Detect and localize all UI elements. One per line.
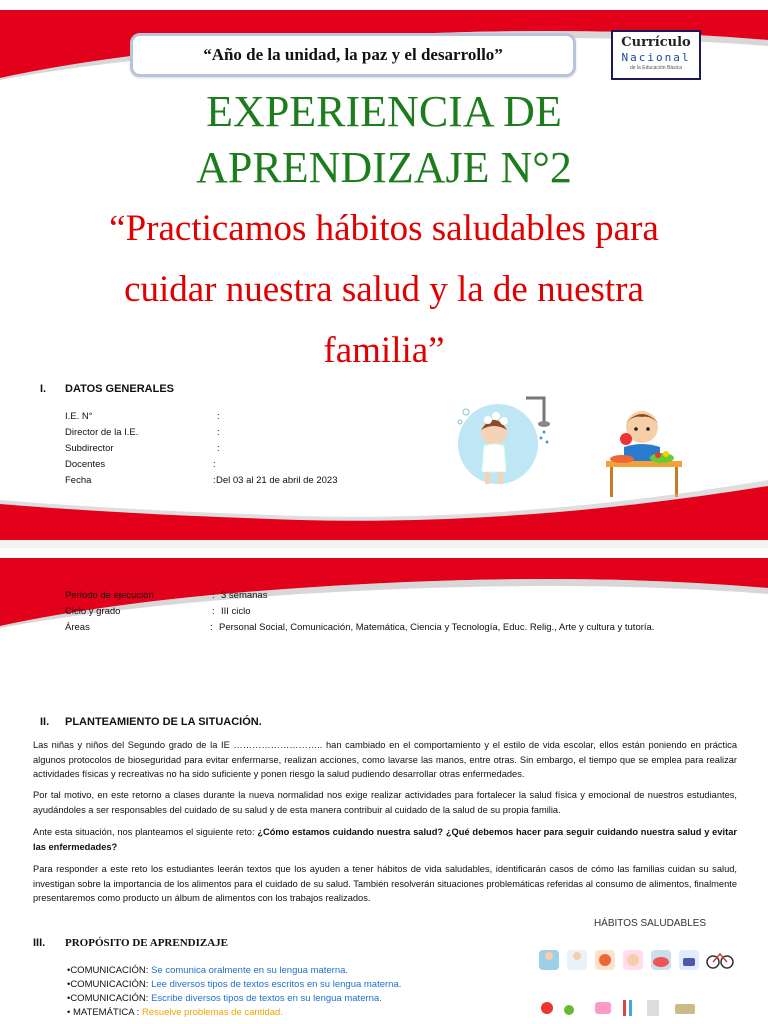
challenge-lead: Ante esta situación, nos planteamos el siguiente reto: <box>33 827 258 837</box>
situation-paragraph-3 <box>33 825 737 854</box>
section-1-title: DATOS GENERALES <box>65 383 174 395</box>
datos-label: Fecha <box>65 475 92 486</box>
purpose-area: •COMUNICACIÓN: <box>67 979 152 990</box>
page-title-line-2: APRENDIZAJE N°2 <box>196 143 572 192</box>
section-1-number: I. <box>40 383 47 395</box>
datos-label: Ciclo y grado <box>65 606 121 617</box>
habits-panel-title: HÁBITOS SALUDABLES <box>593 918 707 929</box>
challenge-question: ¿Cómo estamos cuidando nuestra salud? ¿Qué debemos hacer para seguir cuidando nuestra salud y evitar las enfermedades? <box>33 827 737 852</box>
datos-colon: : <box>213 475 216 486</box>
datos-label: Periodo de ejecución <box>65 590 154 601</box>
purpose-competence: Se comunica oralmente en su lengua materna. <box>151 965 349 976</box>
datos-colon: : <box>217 443 220 454</box>
datos-value: III ciclo <box>221 606 251 617</box>
subtitle-line-2: cuidar nuestra salud y la de nuestra <box>124 269 644 310</box>
experience-subtitle <box>30 198 738 381</box>
subtitle-line-3: familia” <box>323 330 445 371</box>
purpose-item <box>67 993 382 1004</box>
datos-value: Personal Social, Comunicación, Matemática, Ciencia y Tecnología, Educ. Relig., Arte y cultura y tutoría. <box>219 622 655 633</box>
bottom-red-banner <box>0 460 768 540</box>
curriculo-nacional-logo <box>611 30 701 80</box>
datos-colon: : <box>217 427 220 438</box>
datos-value: Del 03 al 21 de abril de 2023 <box>216 475 338 486</box>
motto-box: “Año de la unidad, la paz y el desarrollo” <box>130 33 576 77</box>
datos-colon: : <box>210 622 213 633</box>
section-3-number: III. <box>33 937 46 949</box>
datos-label: Subdirector <box>65 443 114 454</box>
datos-label: Docentes <box>65 459 106 470</box>
section-2-number: II. <box>40 716 50 728</box>
datos-colon: : <box>212 606 215 617</box>
datos-colon: : <box>217 411 220 422</box>
situation-paragraph-1: Las niñas y niños del Segundo grado de la IE ……………………….. han cambiado en el comportamiento y el estilo de vida escolar, ellos están poniendo en práctica algunos protocolos de bioseguridad para evitar enfermarse, realizan acciones, como lavarse las manos, entre otras. Sin embargo, el tiempo que se emplea para realizar actividades físicas y recreativas no ha sido suficiente y ponen riesgo la salud pudiendo desarrollar otras enfermedades. <box>33 740 737 779</box>
purpose-area: • MATEMÁTICA : <box>67 1007 142 1018</box>
logo-line-3: de la Educación Básica <box>630 65 682 71</box>
purpose-competence: Escribe diversos tipos de textos en su lengua materna. <box>151 993 382 1004</box>
datos-colon: : <box>212 590 215 601</box>
datos-label: Director de la I.E. <box>65 427 139 438</box>
situation-paragraph-4: Para responder a este reto los estudiantes leerán textos que los ayuden a tener hábitos de vida saludables, identificarán casos de cómo las familias cuidan su salud, investigan sobre la importancia de los alimentos para el cuidado de su salud. También resolverán situaciones problemáticas referidas al consumo de alimentos, finalmente presentaremos como producto un álbum de alimentos con los trabajos realizados. <box>33 864 737 903</box>
purpose-item <box>67 1007 283 1018</box>
logo-line-2: Nacional <box>621 51 691 64</box>
purpose-item <box>67 965 348 976</box>
situation-paragraph-2: Por tal motivo, en este retorno a clases durante la nueva normalidad nos exige realizar actividades para fortalecer la salud física y emocional de nuestros estudiantes, ayudándoles a ser responsables del cuidado de su salud y de esta manera contribuir al cuidado de la salud de su propia familia. <box>33 790 737 815</box>
datos-label: Áreas <box>65 622 90 633</box>
subtitle-line-1: “Practicamos hábitos saludables para <box>109 208 659 249</box>
healthy-habits-illustration <box>535 940 765 1024</box>
purpose-area: •COMUNICACIÓN: <box>67 993 152 1004</box>
section-3-title: PROPÓSITO DE APRENDIZAJE <box>65 937 228 949</box>
logo-line-1: Currículo <box>621 35 691 50</box>
datos-label: I.E. N° <box>65 411 93 422</box>
purpose-competence: Lee diversos tipos de textos escritos en su lengua materna. <box>151 979 402 990</box>
datos-colon: : <box>213 459 216 470</box>
section-2-title: PLANTEAMIENTO DE LA SITUACIÓN. <box>65 716 262 728</box>
purpose-competence: Resuelve problemas de cantidad. <box>141 1007 283 1018</box>
purpose-item <box>67 979 401 990</box>
page-title-line-1: EXPERIENCIA DE <box>206 87 562 136</box>
datos-value: 3 semanas <box>221 590 268 601</box>
purpose-area: •COMUNICACIÓN: <box>67 965 152 976</box>
